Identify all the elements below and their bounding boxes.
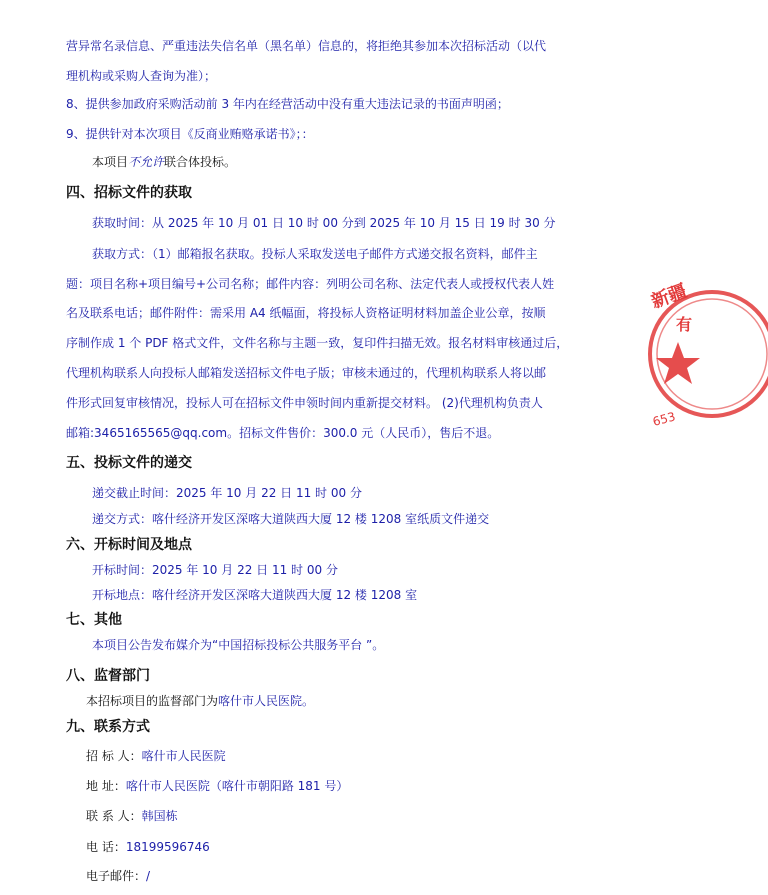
section5-heading: 五、投标文件的递交 xyxy=(66,455,192,471)
contact-row xyxy=(86,807,178,825)
opening-time: 开标时间：2025 年 10 月 22 日 11 时 00 分 xyxy=(92,563,338,577)
contact-row xyxy=(86,838,210,856)
acquisition-method-line: 名及联系电话；邮件附件：需采用 A4 纸幅面，将投标人资格证明材料加盖企业公章，按顺 xyxy=(66,306,546,320)
contact-label: 地 址： xyxy=(86,779,126,793)
section8-heading: 八、监督部门 xyxy=(66,668,150,684)
contact-value: 喀什市人民医院 xyxy=(141,749,226,763)
acquisition-time: 获取时间：从 2025 年 10 月 01 日 10 时 00 分到 2025 年 10 月 15 日 19 时 30 分 xyxy=(92,216,556,230)
acquisition-method-line: 序制作成 1 个 PDF 格式文件，文件名称与主题一致，复印件扫描无效。报名材料审核通过后， xyxy=(66,336,569,350)
submission-deadline: 递交截止时间：2025 年 10 月 22 日 11 时 00 分 xyxy=(92,486,362,500)
supervision-prefix: 本招标项目的监督部门为 xyxy=(86,694,219,708)
contact-label: 电子邮件： xyxy=(86,869,147,883)
publication-media: 本项目公告发布媒介为“中国招标投标公共服务平台 ”。 xyxy=(92,638,385,652)
qualification-item9: 9、提供针对本次项目《反商业贿赂承诺书》；： xyxy=(66,127,314,141)
section4-heading: 四、招标文件的获取 xyxy=(66,185,192,201)
seal-ring xyxy=(650,292,768,416)
contact-value: 韩国栋 xyxy=(141,809,178,823)
seal-number: 653 xyxy=(651,409,677,429)
opening-place: 开标地点：喀什经济开发区深喀大道陕西大厦 12 楼 1208 室 xyxy=(92,588,418,602)
section7-heading: 七、其他 xyxy=(66,612,122,628)
qualification-item8: 8、提供参加政府采购活动前 3 年内在经营活动中没有重大违法记录的书面声明函； xyxy=(66,97,509,111)
contact-label: 联 系 人： xyxy=(86,809,142,823)
seal-text-mid: 有 xyxy=(676,315,693,334)
qualification-item7-line2: 理机构或采购人查询为准）； xyxy=(66,69,217,83)
contact-row xyxy=(86,777,348,795)
contact-row xyxy=(86,747,226,765)
supervision-value: 喀什市人民医院。 xyxy=(218,694,315,708)
contact-value: / xyxy=(146,869,151,883)
qualification-item7-line1: 营异常名录信息、严重违法失信名单（黑名单）信息的，将拒绝其参加本次招标活动（以代 xyxy=(66,39,547,53)
consortium-statement xyxy=(92,153,236,171)
company-seal xyxy=(648,282,768,432)
acquisition-method-line: 邮箱:3465165565@qq.com。招标文件售价：300.0 元（人民币），售后不退。 xyxy=(66,426,500,440)
contact-row xyxy=(86,867,150,885)
supervision-dept xyxy=(86,692,314,710)
contact-label: 电 话： xyxy=(86,840,126,854)
acquisition-method-line: 件形式回复审核情况，投标人可在招标文件申领时间内重新提交材料。 (2)代理机构负责人 xyxy=(66,396,543,410)
acquisition-method-line: 代理机构联系人向投标人邮箱发送招标文件电子版；审核未通过的，代理机构联系人将以邮 xyxy=(66,366,547,380)
contact-value: 18199596746 xyxy=(125,840,210,854)
acquisition-method-line: 题：项目名称+项目编号+公司名称；邮件内容：列明公司名称、法定代表人或授权代表人姓 xyxy=(66,277,555,291)
section9-heading: 九、联系方式 xyxy=(66,719,150,735)
section6-heading: 六、开标时间及地点 xyxy=(66,537,192,553)
contact-label: 招 标 人： xyxy=(86,749,142,763)
acquisition-method-line: 获取方式：（1）邮箱报名获取。投标人采取发送电子邮件方式递交报名资料，邮件主 xyxy=(92,247,538,261)
consortium-suffix: 联合体投标。 xyxy=(164,155,237,169)
seal-text-top: 新疆 xyxy=(648,280,690,313)
submission-method: 递交方式：喀什经济开发区深喀大道陕西大厦 12 楼 1208 室纸质文件递交 xyxy=(92,512,490,526)
contact-value: 喀什市人民医院（喀什市朝阳路 181 号） xyxy=(125,779,349,793)
consortium-prefix: 本项目 xyxy=(92,155,129,169)
consortium-value: 不允许 xyxy=(128,155,165,169)
